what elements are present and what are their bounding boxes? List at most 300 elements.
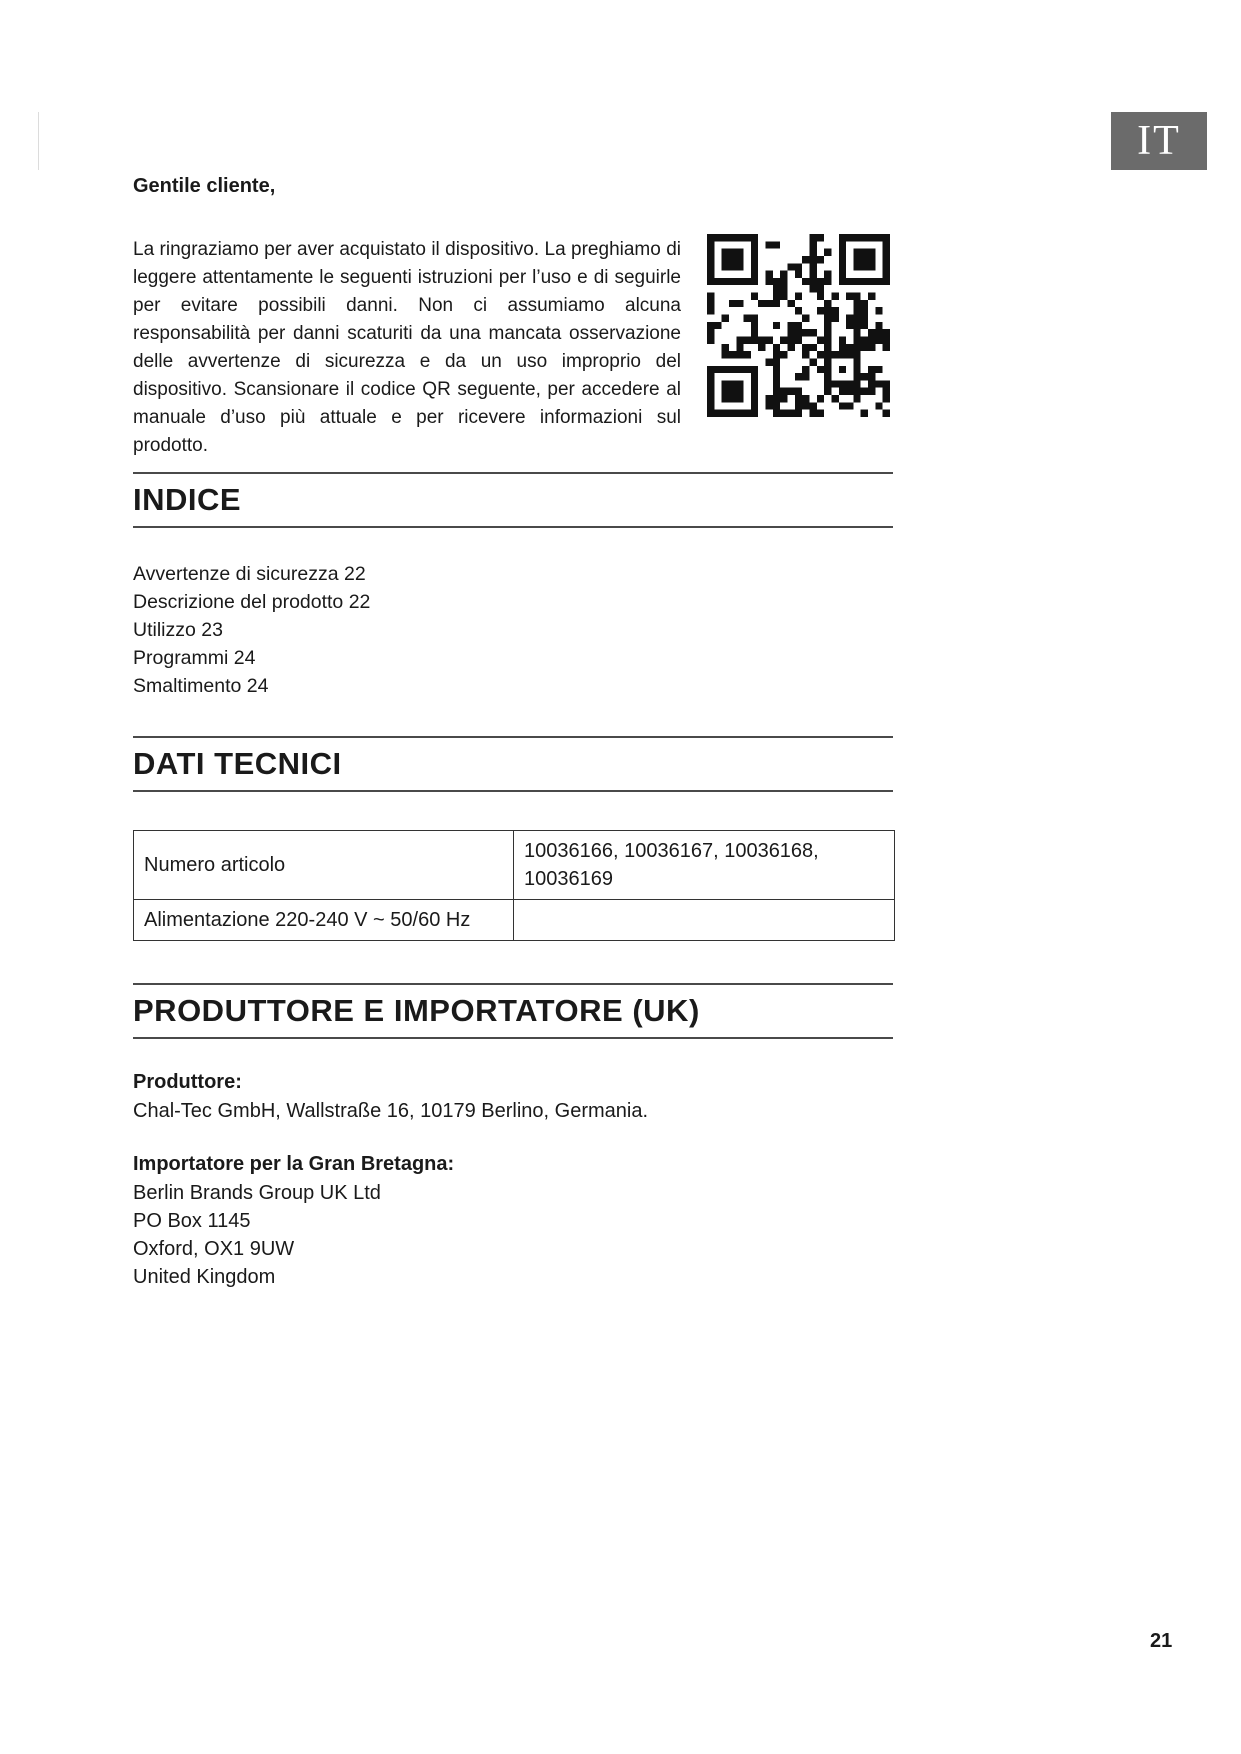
qr-module [883,380,890,387]
qr-module [758,300,765,307]
table-row [134,900,895,941]
qr-module [861,300,868,307]
qr-module [795,395,802,402]
qr-module [861,322,868,329]
qr-module [809,263,816,270]
qr-module [868,234,875,241]
qr-module [861,278,868,285]
qr-module [846,315,853,322]
qr-module [861,315,868,322]
qr-module [839,234,846,241]
qr-module [751,234,758,241]
qr-module [744,351,751,358]
qr-module [846,402,853,409]
qr-module [736,351,743,358]
qr-module [875,322,882,329]
specs-heading: DATI TECNICI [133,746,342,781]
qr-module [868,373,875,380]
qr-module [802,329,809,336]
qr-module [736,278,743,285]
qr-module [773,241,780,248]
qr-module [773,293,780,300]
qr-module [707,241,714,248]
qr-module [868,380,875,387]
qr-module [795,271,802,278]
qr-module [861,256,868,263]
qr-module [780,351,787,358]
qr-module [831,380,838,387]
qr-module [766,271,773,278]
qr-module [722,263,729,270]
qr-module [736,300,743,307]
greeting: Gentile cliente, [133,175,276,197]
qr-module [875,278,882,285]
qr-module [824,271,831,278]
qr-module [780,336,787,343]
qr-module [824,380,831,387]
qr-module [875,380,882,387]
qr-module [883,336,890,343]
qr-module [883,249,890,256]
qr-module [861,373,868,380]
qr-module [722,278,729,285]
qr-module [839,366,846,373]
qr-module [846,344,853,351]
importer-line: Berlin Brands Group UK Ltd [133,1182,381,1204]
qr-module [773,351,780,358]
qr-module [846,293,853,300]
qr-module [714,410,721,417]
qr-module [773,285,780,292]
qr-module [817,395,824,402]
qr-module [817,234,824,241]
specs-section [133,736,893,941]
index-heading: INDICE [133,482,242,517]
qr-module [707,256,714,263]
qr-module [868,329,875,336]
qr-module [824,249,831,256]
qr-module [795,322,802,329]
qr-module [883,278,890,285]
qr-module [809,329,816,336]
qr-module [817,351,824,358]
qr-module [795,293,802,300]
qr-module [824,278,831,285]
qr-module [802,278,809,285]
qr-module [751,410,758,417]
qr-module [707,402,714,409]
qr-module [736,380,743,387]
qr-module [766,358,773,365]
qr-module [736,344,743,351]
qr-module [853,315,860,322]
qr-module [824,358,831,365]
qr-module [868,256,875,263]
qr-module [868,366,875,373]
qr-module [883,344,890,351]
qr-module [707,249,714,256]
qr-module [795,373,802,380]
qr-module [736,410,743,417]
qr-module [853,256,860,263]
index-item: Avvertenze di sicurezza 22 [133,563,366,585]
qr-module [853,249,860,256]
manufacturer-section [133,983,893,1291]
index-list [133,560,893,700]
qr-module [853,336,860,343]
qr-module [751,241,758,248]
qr-module [729,395,736,402]
index-item: Smaltimento 24 [133,675,269,697]
qr-module [883,271,890,278]
qr-module [853,300,860,307]
qr-module [853,322,860,329]
qr-module [729,278,736,285]
qr-module [861,307,868,314]
qr-module [751,278,758,285]
qr-module [751,336,758,343]
divider [133,526,893,528]
qr-module [868,278,875,285]
qr-module [722,395,729,402]
qr-module [817,410,824,417]
qr-module [780,271,787,278]
qr-module [824,307,831,314]
qr-module [780,285,787,292]
qr-module [839,241,846,248]
qr-module [751,271,758,278]
qr-module [831,351,838,358]
qr-module [729,410,736,417]
qr-module [729,351,736,358]
qr-module [707,366,714,373]
importer-line: PO Box 1145 [133,1210,251,1232]
qr-module [809,278,816,285]
qr-module [744,315,751,322]
qr-module [751,329,758,336]
qr-module [736,388,743,395]
importer-line: United Kingdom [133,1266,276,1288]
qr-module [714,234,721,241]
qr-module [809,271,816,278]
qr-module [766,336,773,343]
qr-module [722,366,729,373]
qr-module [817,256,824,263]
qr-module [736,234,743,241]
qr-module [817,336,824,343]
qr-module [883,263,890,270]
qr-module [773,366,780,373]
qr-module [861,234,868,241]
qr-module [839,256,846,263]
qr-module [751,388,758,395]
qr-module [714,278,721,285]
qr-module [766,395,773,402]
table-cell: Alimentazione 220-240 V ~ 50/60 Hz [134,900,514,941]
qr-module [729,249,736,256]
qr-module [809,241,816,248]
qr-module [868,344,875,351]
qr-module [839,402,846,409]
main-content [133,170,893,1291]
qr-module [788,322,795,329]
qr-module [839,351,846,358]
qr-module [868,249,875,256]
qr-module [736,395,743,402]
qr-module [824,344,831,351]
qr-module [883,234,890,241]
qr-module [824,351,831,358]
qr-module [875,366,882,373]
qr-module [736,249,743,256]
qr-module [831,293,838,300]
qr-module [795,307,802,314]
qr-module [817,278,824,285]
qr-module [773,322,780,329]
qr-module [868,263,875,270]
qr-module [773,388,780,395]
qr-module [846,322,853,329]
qr-module [707,278,714,285]
qr-module [788,263,795,270]
qr-module [883,410,890,417]
qr-module [809,410,816,417]
qr-module [839,336,846,343]
qr-module [824,300,831,307]
qr-module [707,395,714,402]
qr-module [751,322,758,329]
qr-module [758,344,765,351]
qr-module [722,410,729,417]
qr-module [766,278,773,285]
qr-module [809,285,816,292]
qr-module [817,285,824,292]
qr-module [853,263,860,270]
qr-module [809,249,816,256]
qr-module [875,329,882,336]
qr-module [809,358,816,365]
qr-module [846,234,853,241]
qr-module [883,329,890,336]
qr-module [707,271,714,278]
qr-module [839,249,846,256]
qr-module [744,234,751,241]
qr-module [853,358,860,365]
qr-module [751,263,758,270]
qr-module [795,263,802,270]
qr-module [802,366,809,373]
manufacturer-heading: PRODUTTORE E IMPORTATORE (UK) [133,993,700,1028]
qr-module [817,307,824,314]
producer-address: Chal-Tec GmbH, Wallstraße 16, 10179 Berlino, Germania. [133,1100,649,1122]
qr-module [780,410,787,417]
qr-module [868,388,875,395]
qr-module [744,278,751,285]
qr-module [758,336,765,343]
qr-module [744,366,751,373]
qr-module [707,373,714,380]
intro-section [133,236,893,460]
qr-module [853,366,860,373]
qr-module [766,300,773,307]
intro-text: La ringraziamo per aver acquistato il dispositivo. La preghiamo di leggere attentamente le seguenti istruzioni per l’uso e di seguirle per evitare possibili danni. Non ci assumiamo alcuna responsabilità per danni scaturiti da una mancata osservazione delle avvertenze di sicurezza e da un uso improprio del dispositivo. Scansionare il codice QR seguente, per accedere al manuale d’uso più attuale e per ricevere informazioni sul prodotto. [133,239,681,456]
qr-module [707,380,714,387]
qr-module [824,322,831,329]
qr-module [868,336,875,343]
qr-module [707,234,714,241]
qr-module [773,395,780,402]
specs-table [133,830,895,941]
qr-module [853,395,860,402]
qr-module [773,380,780,387]
qr-module [795,402,802,409]
page-number: 21 [1150,1630,1173,1652]
qr-module [773,358,780,365]
qr-module [853,380,860,387]
qr-module [861,388,868,395]
qr-module [714,322,721,329]
qr-module [744,336,751,343]
qr-module [846,278,853,285]
qr-module [707,293,714,300]
qr-module [853,307,860,314]
qr-module [846,388,853,395]
qr-module [883,241,890,248]
qr-module [736,263,743,270]
qr-module [831,315,838,322]
qr-module [773,300,780,307]
producer-label: Produttore: [133,1071,242,1093]
qr-module [751,315,758,322]
qr-module [788,336,795,343]
qr-module [853,344,860,351]
table-cell: 10036166, 10036167, 10036168, 10036169 [514,831,895,900]
qr-module [729,300,736,307]
qr-module [853,234,860,241]
qr-module [875,336,882,343]
divider [133,1037,893,1039]
qr-module [729,388,736,395]
qr-module [839,380,846,387]
qr-module [809,234,816,241]
importer-label: Importatore per la Gran Bretagna: [133,1153,455,1175]
qr-module [707,307,714,314]
qr-module [707,322,714,329]
qr-module [883,395,890,402]
qr-module [707,263,714,270]
index-item: Programmi 24 [133,647,256,669]
qr-module [729,366,736,373]
qr-module [824,336,831,343]
qr-module [868,293,875,300]
qr-module [875,402,882,409]
qr-module [788,388,795,395]
qr-module [788,410,795,417]
qr-module [846,351,853,358]
qr-code-icon [707,234,890,417]
qr-module [802,402,809,409]
qr-module [729,256,736,263]
qr-module [839,388,846,395]
qr-module [780,278,787,285]
table-row [134,831,895,900]
qr-module [824,373,831,380]
qr-module [714,366,721,373]
qr-module [722,249,729,256]
qr-module [707,410,714,417]
qr-module [707,388,714,395]
qr-module [766,402,773,409]
qr-module [773,344,780,351]
qr-module [875,307,882,314]
qr-module [722,234,729,241]
qr-module [751,380,758,387]
language-tab: IT [1111,112,1207,170]
qr-module [861,249,868,256]
index-item: Utilizzo 23 [133,619,223,641]
qr-module [824,388,831,395]
index-section [133,472,893,700]
qr-module [736,256,743,263]
qr-module [883,256,890,263]
qr-module [736,336,743,343]
qr-module [780,395,787,402]
qr-module [853,329,860,336]
qr-module [824,329,831,336]
qr-module [707,336,714,343]
qr-module [853,373,860,380]
qr-module [773,373,780,380]
qr-module [751,366,758,373]
qr-module [802,315,809,322]
qr-module [788,344,795,351]
qr-module [780,388,787,395]
qr-module [729,380,736,387]
qr-module [817,293,824,300]
qr-module [853,293,860,300]
qr-module [788,329,795,336]
qr-module [722,351,729,358]
qr-module [707,300,714,307]
qr-module [809,402,816,409]
qr-module [707,329,714,336]
qr-module [729,234,736,241]
qr-module [824,315,831,322]
qr-module [809,344,816,351]
qr-module [751,249,758,256]
qr-module [722,315,729,322]
qr-module [795,410,802,417]
table-cell: Numero articolo [134,831,514,900]
qr-module [861,263,868,270]
qr-module [839,263,846,270]
qr-module [853,351,860,358]
qr-module [802,373,809,380]
qr-module [809,256,816,263]
qr-module [722,388,729,395]
qr-module [751,402,758,409]
qr-module [773,402,780,409]
qr-module [795,329,802,336]
qr-module [853,278,860,285]
qr-module [729,263,736,270]
qr-module [839,278,846,285]
qr-module [861,336,868,343]
qr-module [802,351,809,358]
qr-module [875,234,882,241]
qr-module [751,256,758,263]
qr-module [861,344,868,351]
